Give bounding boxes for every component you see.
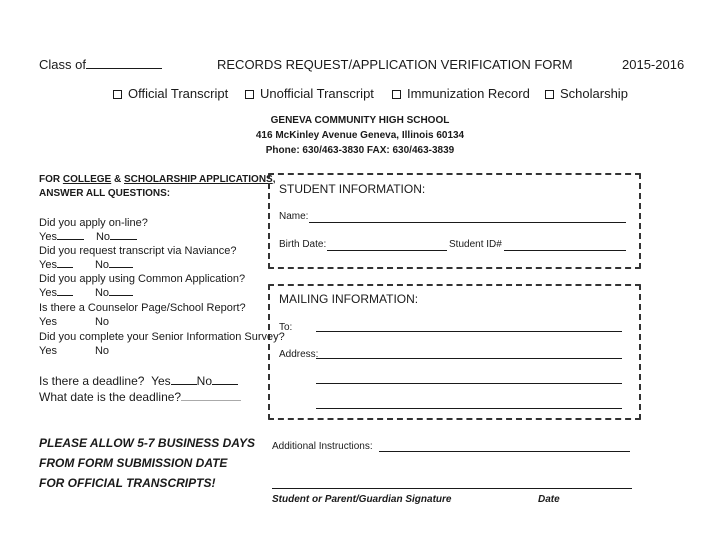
question-naviance: Did you request transcript via Naviance? <box>39 245 237 257</box>
no-label: No <box>196 374 213 388</box>
answer-common-app[interactable] <box>39 287 133 299</box>
no-label: No <box>95 231 111 243</box>
no-label: No <box>94 259 110 271</box>
checkbox-label: Scholarship <box>560 86 628 101</box>
heading-comma: , <box>272 174 276 185</box>
yes-label: Yes <box>39 345 57 357</box>
student-info-title: STUDENT INFORMATION: <box>279 182 426 196</box>
additional-instructions-label: Additional Instructions: <box>272 441 373 452</box>
heading-college: COLLEGE <box>62 174 112 185</box>
class-of-label: Class of <box>39 57 86 72</box>
form-title: RECORDS REQUEST/APPLICATION VERIFICATION FORM <box>217 57 573 72</box>
yes-label: Yes <box>39 316 57 328</box>
no-blank[interactable] <box>109 295 133 296</box>
no-label: No <box>94 316 110 328</box>
answer-counselor-page[interactable] <box>39 316 109 328</box>
birth-date-field[interactable] <box>327 250 447 251</box>
checkbox-icon[interactable] <box>245 90 254 99</box>
yes-blank[interactable] <box>57 239 84 240</box>
mailing-address-field-2[interactable] <box>316 383 622 384</box>
school-address: 416 McKinley Avenue Geneva, Illinois 60134 <box>255 130 465 141</box>
checkbox-icon[interactable] <box>545 90 554 99</box>
yes-blank[interactable] <box>57 295 73 296</box>
student-id-field[interactable] <box>504 250 626 251</box>
birth-date-label: Birth Date: <box>279 239 327 250</box>
deadline-date-label: What date is the deadline? <box>39 390 182 404</box>
school-name: GENEVA COMMUNITY HIGH SCHOOL <box>270 115 450 126</box>
mailing-info-title: MAILING INFORMATION: <box>279 292 419 306</box>
notice-line-2: FROM FORM SUBMISSION DATE <box>39 456 228 470</box>
additional-instructions-field[interactable] <box>379 451 630 452</box>
notice-line-3: FOR OFFICIAL TRANSCRIPTS! <box>39 476 216 490</box>
checkbox-unofficial-transcript[interactable] <box>245 86 374 101</box>
student-id-label: Student ID# <box>449 239 502 250</box>
checkbox-icon[interactable] <box>113 90 122 99</box>
answer-senior-survey[interactable] <box>39 345 109 357</box>
deadline-date[interactable] <box>39 390 241 404</box>
question-common-app: Did you apply using Common Application? <box>39 273 246 285</box>
yes-blank[interactable] <box>171 384 197 385</box>
question-applied-online: Did you apply on-line? <box>39 217 148 229</box>
no-label: No <box>94 345 110 357</box>
student-name-label: Name: <box>279 211 309 222</box>
no-blank[interactable] <box>110 239 137 240</box>
mailing-to-label: To: <box>279 322 293 333</box>
checkbox-immunization-record[interactable] <box>392 86 530 101</box>
signature-label: Student or Parent/Guardian Signature <box>272 494 452 505</box>
student-name-field[interactable] <box>309 222 626 223</box>
questions-heading-line2: ANSWER ALL QUESTIONS: <box>39 188 171 199</box>
date-label: Date <box>538 494 560 505</box>
school-year: 2015-2016 <box>622 57 685 72</box>
class-of-field[interactable] <box>39 57 162 72</box>
yes-label: Yes <box>151 374 171 388</box>
signature-line[interactable] <box>272 488 632 489</box>
checkbox-scholarship[interactable] <box>545 86 628 101</box>
heading-scholarship: SCHOLARSHIP APPLICATIONS <box>124 174 273 185</box>
no-blank[interactable] <box>212 384 238 385</box>
yes-label: Yes <box>39 231 57 243</box>
class-of-blank[interactable] <box>86 68 162 69</box>
yes-label: Yes <box>39 287 57 299</box>
heading-for: FOR <box>39 174 63 185</box>
mailing-address-field-3[interactable] <box>316 408 622 409</box>
yes-blank[interactable] <box>57 267 73 268</box>
questions-heading <box>39 174 276 185</box>
checkbox-label: Official Transcript <box>128 86 229 101</box>
answer-naviance[interactable] <box>39 259 133 271</box>
mailing-address-label: Address: <box>279 349 319 360</box>
question-counselor-page: Is there a Counselor Page/School Report? <box>39 302 246 314</box>
notice-line-1: PLEASE ALLOW 5-7 BUSINESS DAYS <box>39 436 256 450</box>
school-phone-fax: Phone: 630/463-3830 FAX: 630/463-3839 <box>265 145 455 156</box>
deadline-date-blank[interactable] <box>181 400 241 401</box>
checkbox-label: Immunization Record <box>407 86 530 101</box>
deadline-label: Is there a deadline? <box>39 374 145 388</box>
yes-label: Yes <box>39 259 57 271</box>
no-label: No <box>94 287 110 299</box>
question-senior-survey: Did you complete your Senior Information Survey? <box>39 331 285 343</box>
checkbox-icon[interactable] <box>392 90 401 99</box>
mailing-to-field[interactable] <box>316 331 622 332</box>
checkbox-label: Unofficial Transcript <box>260 86 374 101</box>
deadline-question[interactable] <box>39 374 238 388</box>
answer-applied-online[interactable] <box>39 231 137 243</box>
no-blank[interactable] <box>109 267 133 268</box>
mailing-address-field-1[interactable] <box>316 358 622 359</box>
heading-amp: & <box>111 174 125 185</box>
checkbox-official-transcript[interactable] <box>113 86 228 101</box>
